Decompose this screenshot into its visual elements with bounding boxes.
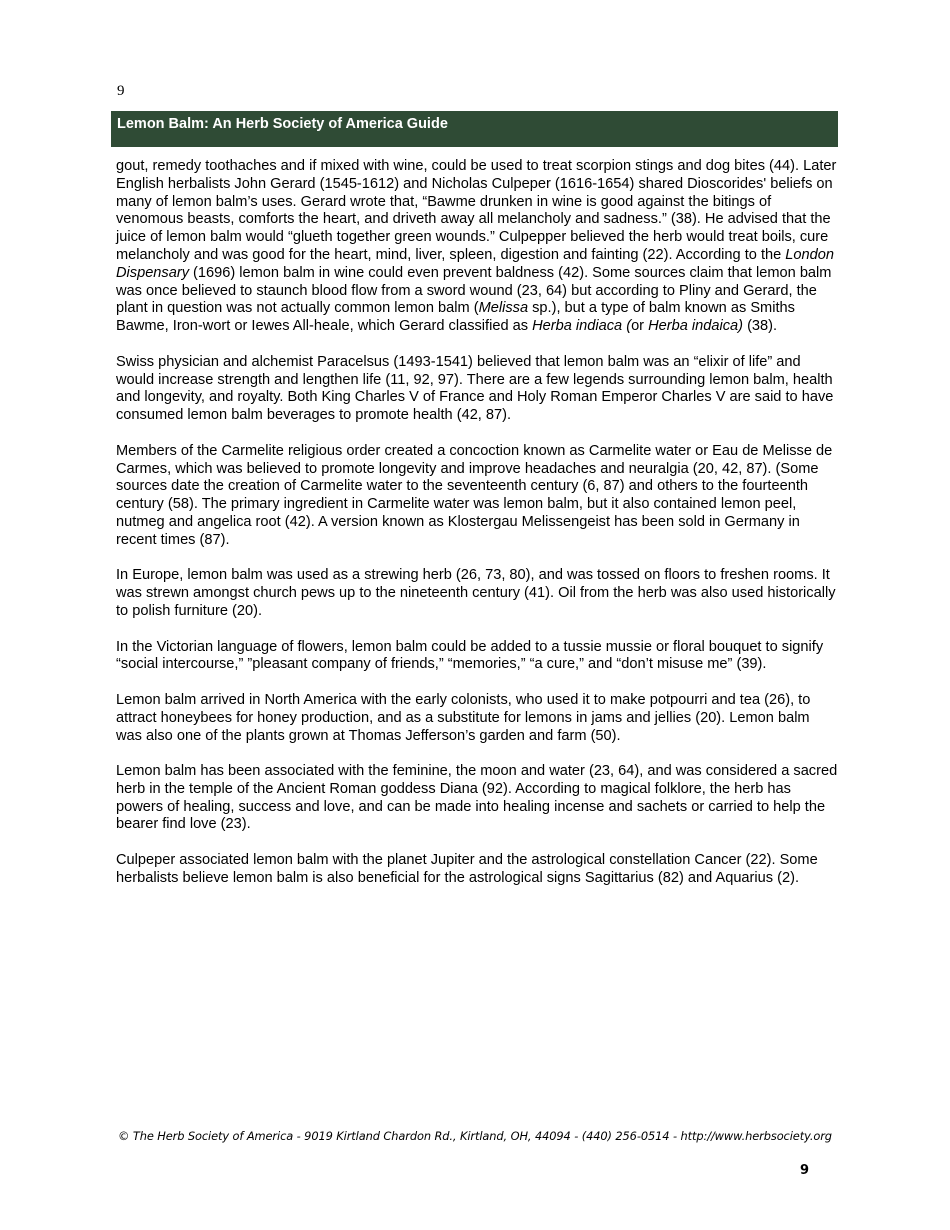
text-run: Culpeper associated lemon balm with the planet Jupiter and the astrological constellation Cancer (22). Some herbalists believe lemon balm is also beneficial for the astrological signs Sagittarius (82) and Aquarius (2).	[116, 852, 818, 886]
document-title: Lemon Balm: An Herb Society of America Guide	[117, 116, 448, 132]
text-run: (38).	[743, 318, 778, 335]
text-run: Members of the Carmelite religious order created a concoction known as Carmelite water or Eau de Melisse de Carmes, which was believed to promote longevity and improve headaches and neuralgia (20, 42, 87). (Some sources date the creation of Carmelite water to the seventeenth century (6, 87) and others to the fourteenth century (58). The primary ingredient in Carmelite water was lemon balm, but it also contained lemon peel, nutmeg and angelica root (42). A version known as Klostergau Melissengeist has been sold in Germany in recent times (87).	[116, 442, 833, 548]
italic-text-run: Herba indaica)	[648, 318, 744, 335]
paragraph	[116, 354, 838, 425]
text-run: Lemon balm has been associated with the feminine, the moon and water (23, 64), and was considered a sacred herb in the temple of the Ancient Roman goddess Diana (92). According to magical folklore, the herb has powers of healing, success and love, and can be made into healing incense and sachets or carried to help the bearer find love (23).	[116, 763, 838, 833]
text-run: In the Victorian language of flowers, lemon balm could be added to a tussie mussie or floral bouquet to signify “social intercourse,” ”pleasant company of friends,” “memories,” “a cure,” and “don’t misuse me” (39).	[116, 638, 824, 673]
text-run: (1696) lemon balm in wine could even prevent baldness (42). Some sources claim that lemon balm was once believed to staunch blood flow from a sword wound (23, 64) but according to Pliny and Gerard, the plant in question was not actually common lemon balm (	[116, 264, 832, 317]
footer-copyright: © The Herb Society of America - 9019 Kirtland Chardon Rd., Kirtland, OH, 44094 - (440) 256-0514 - http://www.herbsociety.org	[118, 1129, 832, 1143]
text-run: Swiss physician and alchemist Paracelsus (1493-1541) believed that lemon balm was an “elixir of life” and would increase strength and lengthen life (11, 92, 97). There are a few legends surrounding lemon balm, health and longevity, and royalty. Both King Charles V of France and Holy Roman Emperor Charles V are said to have consumed lemon balm beverages to promote health (42, 87).	[116, 353, 834, 424]
text-run: sp.), but a type of balm known as Smiths Bawme, Iron-wort or Iewes All-heale, which Gerard classified as	[116, 300, 795, 335]
page-number-bottom: 9	[799, 1163, 809, 1178]
page-number-top: 9	[117, 83, 125, 99]
text-run: In Europe, lemon balm was used as a strewing herb (26, 73, 80), and was tossed on floors to freshen rooms. It was strewn amongst church pews up to the nineteenth century (41). Oil from the herb was also used historically to polish furniture (20).	[116, 567, 836, 619]
paragraph	[116, 158, 838, 336]
document-body	[116, 158, 838, 905]
italic-text-run: London Dispensary	[116, 246, 834, 281]
paragraph	[116, 567, 838, 620]
text-run: or	[631, 318, 649, 335]
paragraph	[116, 763, 838, 834]
paragraph	[116, 852, 838, 888]
text-run: gout, remedy toothaches and if mixed with wine, could be used to treat scorpion stings and dog bites (44). Later English herbalists John Gerard (1545-1612) and Nicholas Culpeper (1616-1654) shared Dioscorides' beliefs on many of lemon balm’s uses. Gerard wrote that, “Bawme drunken in wine is good against the bitings of venomous beasts, comforts the heart, and driveth away all melancholy and sadness.” (38). He advised that the juice of lemon balm would “glueth together green wounds.” Culpepper believed the herb would treat boils, cure melancholy and was good for the heart, mind, liver, spleen, digestion and fainting (22). According to the	[116, 158, 837, 263]
paragraph	[116, 639, 838, 675]
text-run: Lemon balm arrived in North America with the early colonists, who used it to make potpourri and tea (26), to attract honeybees for honey production, and as a substitute for lemons in jams and jellies (20). Lemon balm was also one of the plants grown at Thomas Jefferson’s garden and farm (50).	[116, 691, 811, 744]
italic-text-run: Herba indiaca (	[532, 318, 632, 335]
paragraph	[116, 692, 838, 745]
italic-text-run: Melissa	[478, 300, 529, 317]
paragraph	[116, 443, 838, 550]
header-bar	[111, 111, 838, 147]
